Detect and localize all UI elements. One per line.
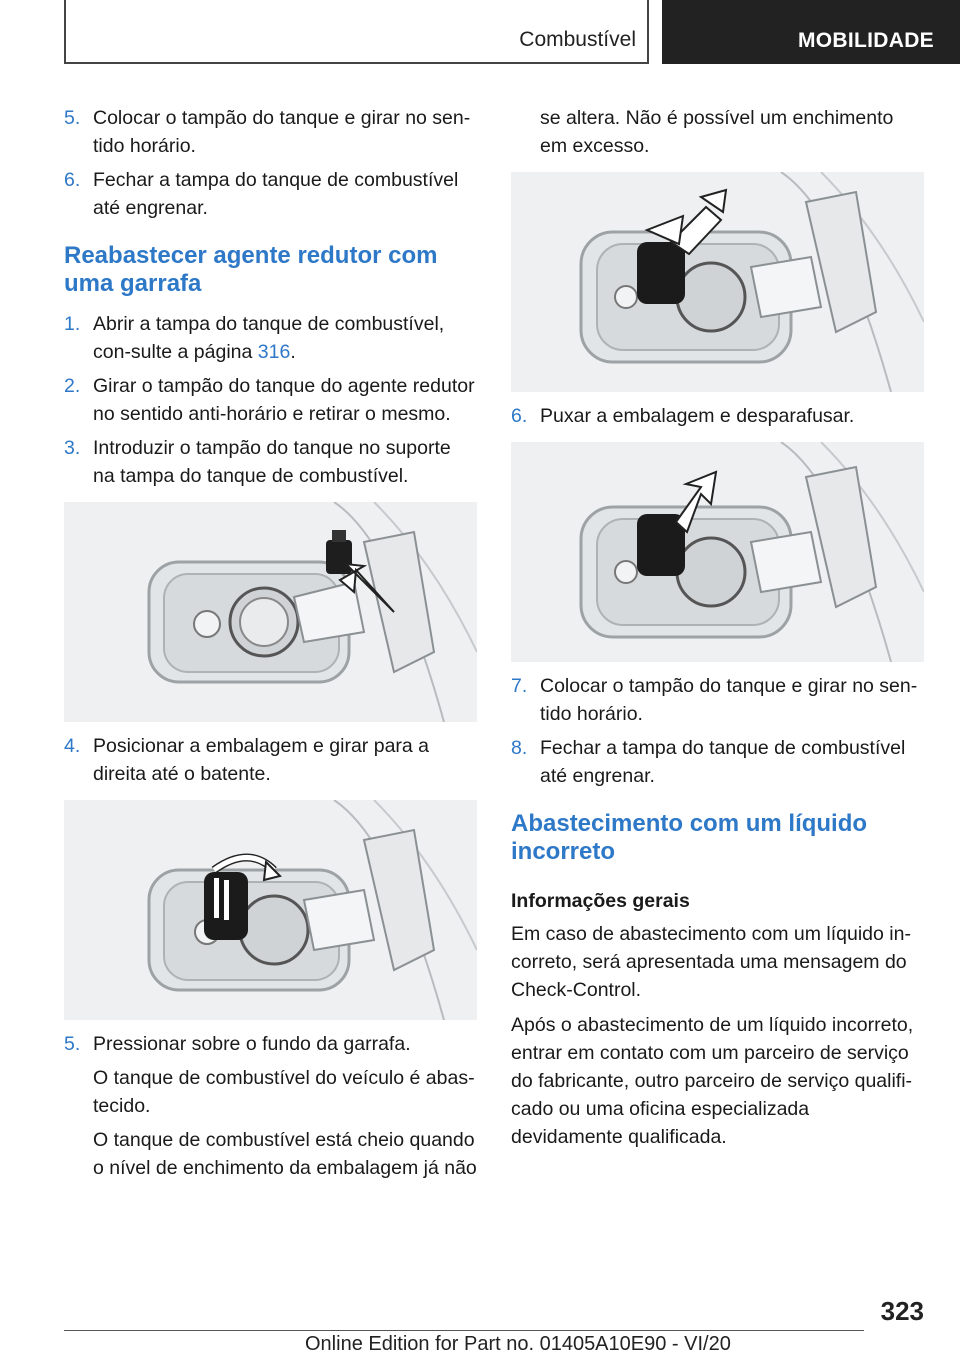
figure-press-bottle bbox=[511, 172, 924, 392]
body-paragraph: Após o abastecimento de um líquido incorreto, entrar em contato com um parceiro de serviço do fabricante, outro parceiro de serviço qualifi-cado ou uma oficina especializada devidamente qualificada. bbox=[511, 1014, 914, 1148]
press-bottle-illustration bbox=[511, 172, 924, 392]
step-number: 7. bbox=[511, 675, 528, 697]
step-text: Introduzir o tampão do tanque no suporte na tampa do tanque de combustível. bbox=[93, 437, 451, 487]
step-item bbox=[511, 402, 924, 430]
step-item bbox=[64, 732, 477, 788]
figure-pull-bottle bbox=[511, 442, 924, 662]
step-text: Fechar a tampa do tanque de combustível até engrenar. bbox=[93, 169, 459, 219]
section-heading: Reabastecer agente redutor com uma garrafa bbox=[64, 242, 438, 297]
step-text: Fechar a tampa do tanque de combustível até engrenar. bbox=[540, 737, 906, 787]
step-number: 6. bbox=[511, 405, 528, 427]
step-text: Girar o tampão do tanque do agente redutor no sentido anti-horário e retirar o mesmo. bbox=[93, 375, 475, 425]
step-item bbox=[64, 104, 477, 160]
page-number: 323 bbox=[880, 1296, 924, 1326]
step-text-end: . bbox=[290, 341, 296, 363]
step-number: 1. bbox=[64, 313, 81, 335]
bottle-rotate-illustration bbox=[64, 800, 477, 1020]
step-text: Posicionar a embalagem e girar para a direita até o batente. bbox=[93, 735, 430, 785]
left-column bbox=[64, 104, 477, 1188]
step-item bbox=[64, 166, 477, 222]
step-number: 5. bbox=[64, 107, 81, 129]
step-item bbox=[64, 372, 477, 428]
body-paragraph: se altera. Não é possível um enchimento em excesso. bbox=[540, 107, 894, 157]
page-reference-link[interactable]: 316 bbox=[257, 341, 291, 363]
figure-cap-holder bbox=[64, 502, 477, 722]
section-title: Combustível bbox=[519, 28, 636, 51]
step-item bbox=[511, 734, 924, 790]
pull-bottle-illustration bbox=[511, 442, 924, 662]
step-text-part: Abrir a tampa do tanque de combustível, con-sulte a página bbox=[93, 313, 445, 363]
step-number: 2. bbox=[64, 375, 81, 397]
right-column bbox=[511, 104, 924, 1158]
body-paragraph: O tanque de combustível do veículo é abas-tecido. bbox=[93, 1067, 475, 1117]
step-item bbox=[64, 310, 477, 366]
edition-note: Online Edition for Part no. 01405A10E90 - VI/20 bbox=[305, 1333, 731, 1355]
step-number: 5. bbox=[64, 1033, 81, 1055]
chapter-tab: MOBILIDADE bbox=[662, 0, 960, 64]
step-text: Colocar o tampão do tanque e girar no sen-tido horário. bbox=[540, 675, 918, 725]
figure-bottle-rotate bbox=[64, 800, 477, 1020]
step-text bbox=[93, 310, 477, 366]
fuel-flap-illustration bbox=[64, 502, 477, 722]
body-paragraph: Em caso de abastecimento com um líquido in-correto, será apresentada uma mensagem do Check-Control. bbox=[511, 923, 911, 1001]
subsection-heading: Informações gerais bbox=[511, 890, 690, 912]
section-heading: Abastecimento com um líquido incorreto bbox=[511, 810, 868, 865]
footer-divider bbox=[64, 1330, 864, 1331]
step-text: Puxar a embalagem e desparafusar. bbox=[540, 405, 855, 427]
step-text: Pressionar sobre o fundo da garrafa. bbox=[93, 1033, 411, 1055]
step-number: 4. bbox=[64, 735, 81, 757]
body-paragraph: O tanque de combustível está cheio quando o nível de enchimento da embalagem já não bbox=[93, 1129, 477, 1179]
step-item bbox=[64, 434, 477, 490]
step-text: Colocar o tampão do tanque e girar no sen-tido horário. bbox=[93, 107, 471, 157]
step-number: 6. bbox=[64, 169, 81, 191]
step-number: 3. bbox=[64, 437, 81, 459]
step-item bbox=[511, 672, 924, 728]
step-number: 8. bbox=[511, 737, 528, 759]
step-item bbox=[64, 1030, 477, 1058]
